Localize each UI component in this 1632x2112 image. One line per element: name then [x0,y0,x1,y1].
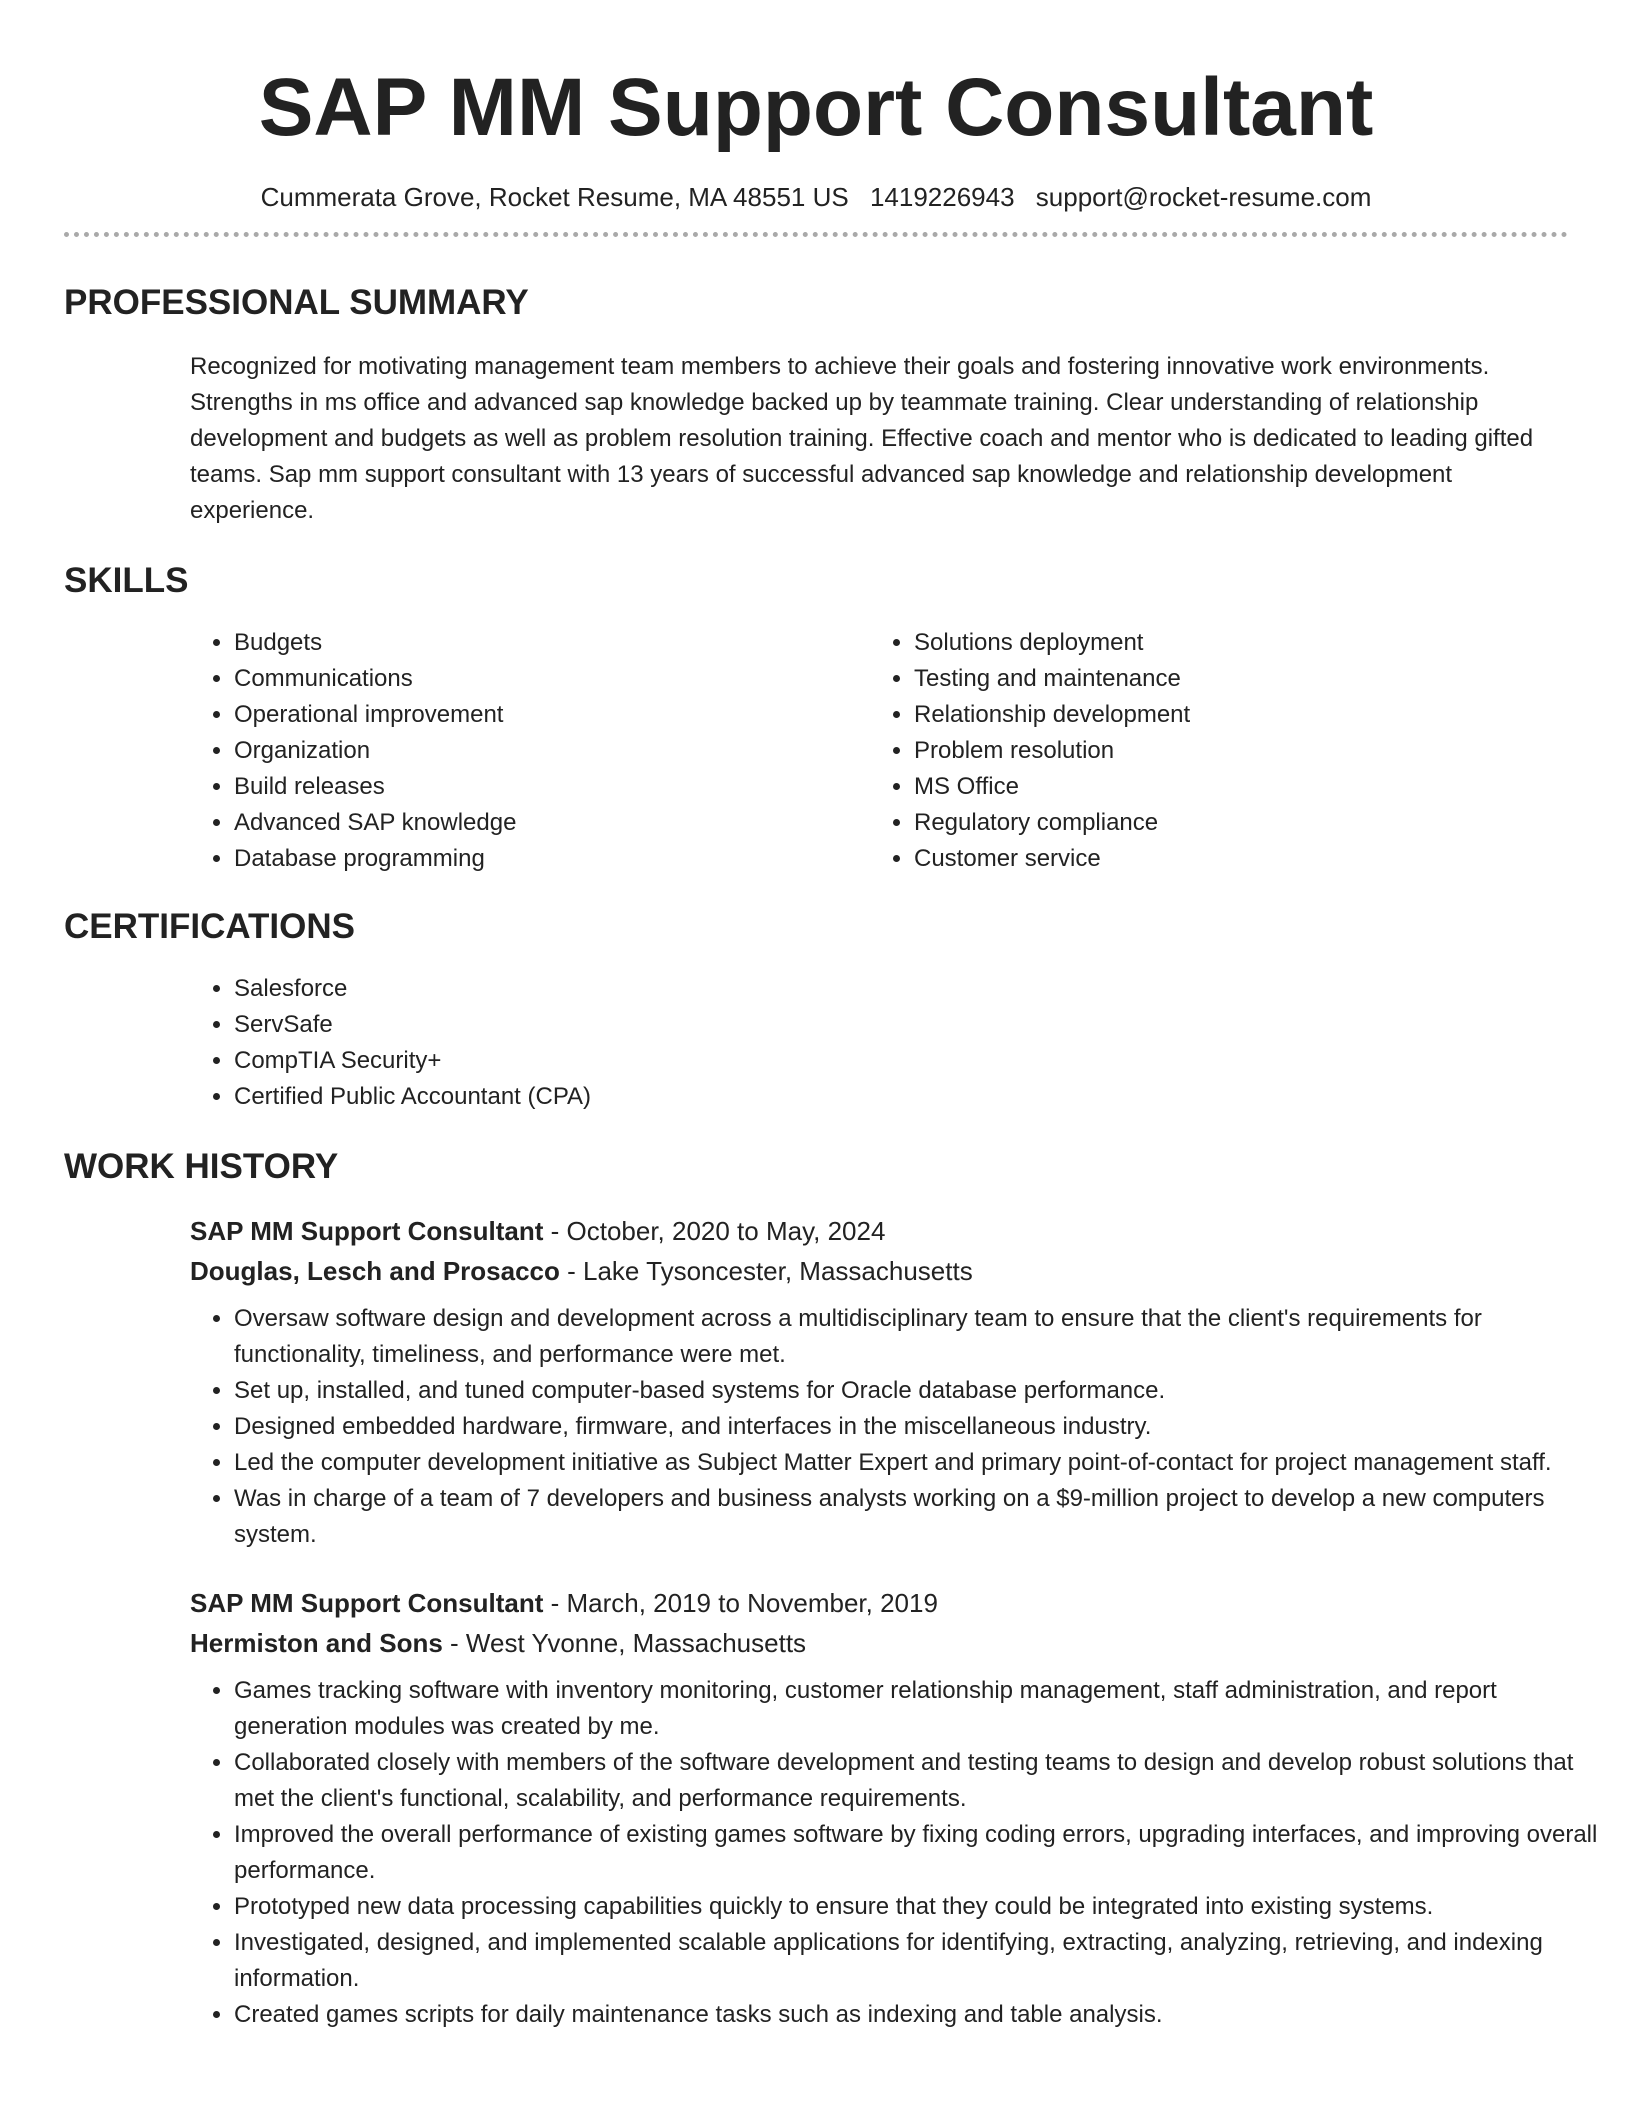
contact-address: Cummerata Grove, Rocket Resume, MA 48551 US [260,182,849,212]
skill-item: • Budgets [234,625,870,661]
job-dates: - March, 2019 to November, 2019 [543,1588,938,1618]
skill-item: • Operational improvement [234,697,870,733]
certification-item: • Salesforce [234,971,1568,1007]
job-location: - West Yvonne, Massachusetts [442,1628,807,1658]
summary-text: Recognized for motivating management team members to achieve their goals and fostering innovative work environments. Strengths in ms office and advanced sap knowledge backed up by teammate training. Clear understanding of relationship development and budgets as well as problem resolution training. Effective coach and mentor who is dedicated to leading gifted teams. Sap mm support consultant with 13 years of successful advanced sap knowledge and relationship development experience. [190,353,1534,524]
section-title-skills: SKILLS [64,561,189,600]
job-bullet: • Led the computer development initiative as Subject Matter Expert and primary point-of-contact for project management staff. [234,1445,1610,1481]
job-bullet: • Oversaw software design and development across a multidisciplinary team to ensure that the client's requirements for functionality, timeliness, and performance were met. [234,1301,1610,1373]
resume-page [64,0,1598,2033]
job-bullet: • Created games scripts for daily maintenance tasks such as indexing and table analysis. [234,1997,1610,2033]
job-dates: - October, 2020 to May, 2024 [543,1216,886,1246]
job-bullet: • Prototyped new data processing capabilities quickly to ensure that they could be integrated into existing systems. [234,1889,1610,1925]
job-bullet: • Games tracking software with inventory monitoring, customer relationship management, staff administration, and report generation modules was created by me. [234,1673,1610,1745]
contact-email: support@rocket-resume.com [1035,182,1372,212]
contact-phone: 1419226943 [869,182,1015,212]
job-role: SAP MM Support Consultant [190,1588,544,1618]
candidate-name: SAP MM Support Consultant [258,62,1374,153]
job-bullet: • Improved the overall performance of existing games software by fixing coding errors, upgrading interfaces, and improving overall performance. [234,1817,1610,1889]
skill-item: • Build releases [234,769,870,805]
skills-column-left [190,625,870,877]
job-bullet: • Designed embedded hardware, firmware, and interfaces in the miscellaneous industry. [234,1409,1610,1445]
contact-line [64,180,1568,214]
job-company: Hermiston and Sons [190,1628,443,1658]
job-entry [190,1583,1598,2033]
job-company: Douglas, Lesch and Prosacco [190,1256,560,1286]
skill-item: • Communications [234,661,870,697]
section-title-work-history: WORK HISTORY [64,1147,339,1186]
job-role: SAP MM Support Consultant [190,1216,544,1246]
job-entry [190,1211,1568,1553]
header-divider [64,232,1568,237]
skill-item: • Database programming [234,841,870,877]
skill-item: • MS Office [914,769,1550,805]
job-bullet: • Set up, installed, and tuned computer-based systems for Oracle database performance. [234,1373,1610,1409]
skill-item: • Customer service [914,841,1550,877]
skill-item: • Relationship development [914,697,1550,733]
skill-item: • Regulatory compliance [914,805,1550,841]
certification-item: • CompTIA Security+ [234,1043,1568,1079]
job-bullets [190,1301,1610,1553]
job-role-line [190,1211,1568,1251]
skills-column-right [870,625,1550,877]
certifications-list [190,971,1568,1115]
skill-item: • Problem resolution [914,733,1550,769]
job-bullets [190,1673,1610,2033]
job-bullet: • Investigated, designed, and implemented scalable applications for identifying, extracting, analyzing, retrieving, and indexing information. [234,1925,1610,1997]
certification-item: • ServSafe [234,1007,1568,1043]
job-location: - Lake Tysoncester, Massachusetts [559,1256,973,1286]
job-bullet: • Was in charge of a team of 7 developers and business analysts working on a $9-million project to develop a new computers system. [234,1481,1610,1553]
job-role-line [190,1583,1568,1623]
skill-item: • Advanced SAP knowledge [234,805,870,841]
certification-item: • Certified Public Accountant (CPA) [234,1079,1568,1115]
section-title-certifications: CERTIFICATIONS [64,907,356,946]
job-company-line [190,1623,1568,1663]
job-company-line [190,1251,1568,1291]
skill-item: • Testing and maintenance [914,661,1550,697]
skill-item: • Organization [234,733,870,769]
skills-columns [190,625,1568,877]
skill-item: • Solutions deployment [914,625,1550,661]
section-title-summary: PROFESSIONAL SUMMARY [64,283,529,322]
job-bullet: • Collaborated closely with members of the software development and testing teams to design and develop robust solutions that met the client's functional, scalability, and performance requirements. [234,1745,1610,1817]
